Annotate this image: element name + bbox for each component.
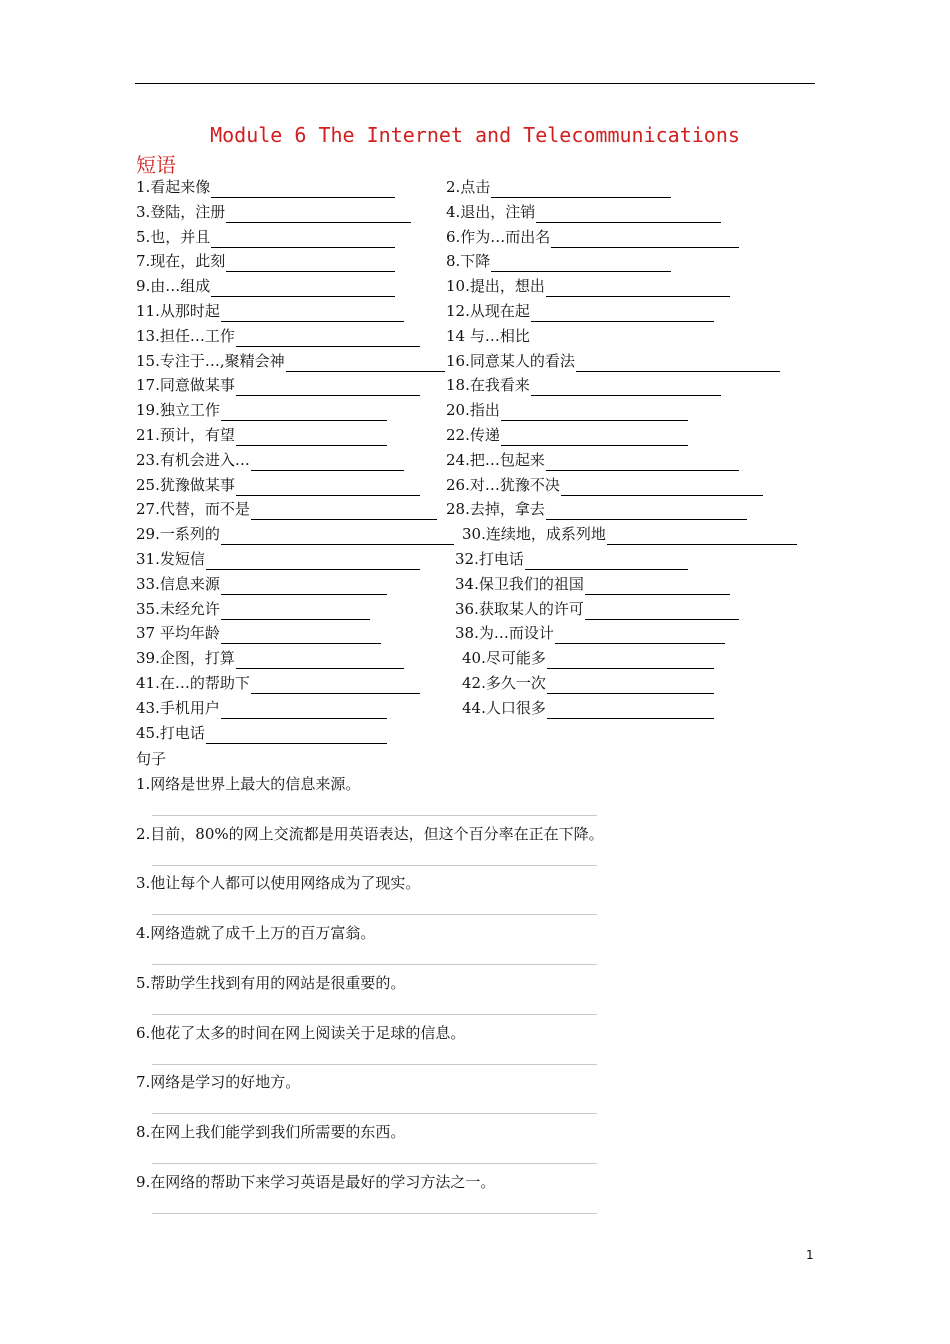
phrase-item [136,672,420,694]
phrase-item [446,498,747,520]
phrase-item [446,424,688,446]
phrase-item [136,325,420,347]
phrase-item [455,573,730,595]
header-rule [135,83,815,84]
phrase-item [136,474,420,496]
answer-blank[interactable] [555,627,725,644]
phrase-label: 39.企图，打算 [136,649,235,668]
answer-blank[interactable] [536,206,721,223]
answer-blank[interactable] [491,255,671,272]
answer-blank[interactable] [226,206,411,223]
phrase-label: 19.独立工作 [136,401,220,420]
phrase-item [136,374,420,396]
phrase-label: 43.手机用户 [136,698,220,717]
sentence-item: 2.目前，80%的网上交流都是用英语表达，但这个百分率在正在下降。 [136,824,604,843]
answer-blank[interactable] [546,503,747,520]
phrase-item [462,647,714,669]
answer-blank[interactable] [236,429,387,446]
phrase-label: 15.专注于…,聚精会神 [136,351,285,370]
answer-blank[interactable] [236,379,420,396]
phrase-label: 25.犹豫做某事 [136,475,235,494]
phrase-item [136,598,370,620]
phrase-label: 7.现在，此刻 [136,252,226,271]
phrase-label: 12.从现在起 [446,302,530,320]
phrase-label: 29.一系列的 [136,525,220,544]
phrase-label: 13.担任…工作 [136,326,235,345]
phrase-item [136,300,404,322]
phrase-item [136,399,387,421]
answer-blank[interactable] [221,603,370,620]
phrase-item [136,548,420,570]
answer-line[interactable] [152,1014,597,1015]
sentence-item: 5.帮助学生找到有用的网站是很重要的。 [136,973,406,992]
answer-blank[interactable] [501,429,688,446]
answer-blank[interactable] [221,702,387,719]
sentences-heading: 句子 [136,750,167,768]
phrase-item [446,226,739,248]
phrase-label: 30.连续地，成系列地 [462,525,606,544]
phrase-item [136,201,411,223]
answer-blank[interactable] [221,305,404,322]
phrase-label: 42.多久一次 [462,674,546,692]
phrase-item [136,523,454,545]
sentence-item: 6.他花了太多的时间在网上阅读关于足球的信息。 [136,1023,466,1042]
sentence-item: 8.在网上我们能学到我们所需要的东西。 [136,1122,406,1141]
phrase-label: 18.在我看来 [446,376,530,395]
phrase-item [136,176,395,198]
phrase-item [446,201,721,223]
answer-blank[interactable] [251,454,404,471]
answer-blank[interactable] [221,404,387,421]
phrase-label: 8.下降 [446,252,491,271]
sentence-item: 9.在网络的帮助下来学习英语是最好的学习方法之一。 [136,1172,496,1191]
answer-blank[interactable] [491,181,671,198]
phrase-label: 3.登陆，注册 [136,202,226,221]
answer-line[interactable] [152,815,597,816]
phrase-item [446,300,714,322]
answer-line[interactable] [152,1213,597,1214]
answer-blank[interactable] [531,305,714,322]
answer-line[interactable] [152,1163,597,1164]
answer-blank[interactable] [221,627,381,644]
phrase-item [446,250,671,272]
phrase-label: 1.看起来像 [136,178,211,196]
answer-line[interactable] [152,865,597,866]
answer-blank[interactable] [221,528,454,545]
answer-blank[interactable] [546,280,730,297]
answer-blank[interactable] [501,404,688,421]
phrase-label: 2.点击 [446,178,491,196]
answer-blank[interactable] [251,503,437,520]
sentence-item: 3.他让每个人都可以使用网络成为了现实。 [136,874,421,893]
phrase-label: 20.指出 [446,401,500,420]
phrase-label: 6.作为…而出名 [446,227,551,246]
phrase-item [446,275,730,297]
phrase-label: 31.发短信 [136,550,205,568]
answer-line[interactable] [152,964,597,965]
answer-line[interactable] [152,914,597,915]
answer-blank[interactable] [211,280,395,297]
phrase-item [136,573,387,595]
phrase-label: 24.把…包起来 [446,450,545,469]
answer-blank[interactable] [236,479,420,496]
phrase-label: 10.提出，想出 [446,277,545,296]
phrase-item [136,449,404,471]
phrase-item [136,275,395,297]
phrase-label: 4.退出，注销 [446,202,536,221]
answer-blank[interactable] [286,355,445,372]
answer-blank[interactable] [236,652,404,669]
phrase-item [446,176,671,198]
phrase-label: 36.获取某人的许可 [455,599,584,618]
page-number: 1 [806,1248,814,1262]
phrase-item [455,548,688,570]
sentence-item: 4.网络造就了成千上万的百万富翁。 [136,924,376,943]
answer-blank[interactable] [551,231,739,248]
phrase-label: 16.同意某人的看法 [446,351,575,370]
answer-blank[interactable] [206,727,387,744]
phrase-label: 44.人口很多 [462,698,546,717]
answer-blank[interactable] [525,553,688,570]
answer-blank[interactable] [576,355,780,372]
answer-line[interactable] [152,1064,597,1065]
answer-blank[interactable] [236,330,420,347]
phrase-label: 5.也，并且 [136,227,211,246]
phrase-item [136,622,381,644]
answer-blank[interactable] [226,255,395,272]
phrase-label: 26.对…犹豫不决 [446,475,560,494]
answer-blank[interactable] [211,181,395,198]
phrase-item [455,598,739,620]
phrase-label: 14 与…相比 [446,326,530,345]
answer-blank[interactable] [211,231,395,248]
phrase-item [136,498,437,520]
answer-blank[interactable] [547,652,714,669]
phrase-label: 27.代替，而不是 [136,500,250,519]
phrase-item [136,697,387,719]
phrase-label: 37 平均年龄 [136,624,220,643]
phrase-item [136,250,395,272]
answer-blank[interactable] [547,677,714,694]
phrase-item [462,672,714,694]
answer-blank[interactable] [206,553,420,570]
sentence-item: 7.网络是学习的好地方。 [136,1073,301,1092]
answer-blank[interactable] [547,702,714,719]
phrase-label: 40.尽可能多 [462,649,546,668]
page-title: Module 6 The Internet and Telecommunications [210,123,740,147]
answer-blank[interactable] [607,528,797,545]
answer-blank[interactable] [561,479,763,496]
phrase-label: 33.信息来源 [136,574,220,593]
phrase-label: 34.保卫我们的祖国 [455,574,584,593]
answer-blank[interactable] [221,578,387,595]
phrase-item [446,374,721,396]
phrase-item [462,523,797,545]
phrase-label: 38.为…而设计 [455,624,554,643]
phrase-item [446,474,763,496]
phrase-item [455,622,725,644]
phrase-item [446,350,780,372]
phrase-label: 28.去掉，拿去 [446,500,545,519]
answer-line[interactable] [152,1113,597,1114]
sentence-item: 1.网络是世界上最大的信息来源。 [136,775,361,793]
phrase-item [136,722,387,744]
phrase-item [446,325,530,347]
phrase-label: 17.同意做某事 [136,376,235,395]
phrase-label: 23.有机会进入… [136,450,250,469]
phrase-item [136,226,395,248]
phrase-item [136,350,445,372]
phrase-label: 22.传递 [446,426,500,444]
phrases-heading: 短语 [136,153,176,177]
phrase-item [136,424,387,446]
phrase-label: 32.打电话 [455,550,524,568]
phrase-item [446,399,688,421]
phrase-label: 21.预计，有望 [136,426,235,444]
phrase-item [446,449,739,471]
phrase-item [136,647,404,669]
phrase-item [462,697,714,719]
phrase-label: 9.由…组成 [136,277,211,296]
answer-blank[interactable] [585,578,730,595]
answer-blank[interactable] [585,603,739,620]
phrase-label: 41.在…的帮助下 [136,674,250,692]
answer-blank[interactable] [531,379,721,396]
phrase-label: 45.打电话 [136,723,205,742]
phrase-label: 35.未经允许 [136,599,220,618]
answer-blank[interactable] [546,454,739,471]
answer-blank[interactable] [251,677,420,694]
phrase-label: 11.从那时起 [136,302,220,320]
